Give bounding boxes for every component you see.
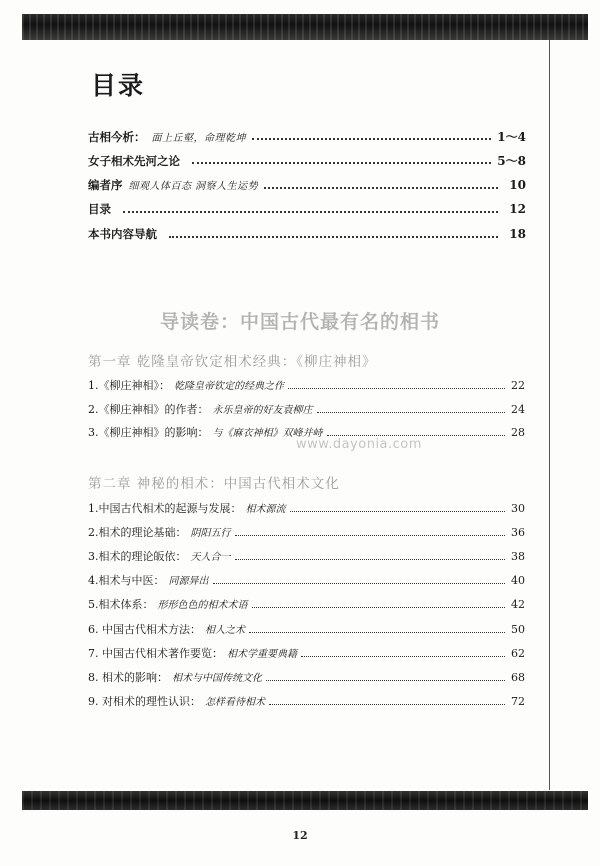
leader-dots xyxy=(301,656,505,657)
toc-row-title: 本书内容导航 xyxy=(88,227,157,241)
toc-entry-subtitle: 永乐皇帝的好友袁柳庄 xyxy=(212,405,313,416)
leader-dots xyxy=(317,412,506,413)
volume-heading: 导读卷：中国古代最有名的相书 xyxy=(159,311,440,333)
toc-entry-page: 28 xyxy=(511,426,525,439)
toc-entry-subtitle: 同源异出 xyxy=(168,576,209,587)
leader-dots xyxy=(269,704,505,705)
toc-row-subtitle: 面上丘壑，命理乾坤 xyxy=(151,133,246,144)
toc-entry-title: 6. 中国古代相术方法： xyxy=(88,623,201,636)
page-title: 目录 xyxy=(91,71,146,100)
toc-row-page: 18 xyxy=(509,227,526,241)
toc-entry-page: 62 xyxy=(511,647,525,660)
toc-entry-title: 7. 中国古代相术著作要览： xyxy=(88,647,223,660)
toc-entry-title: 2.《柳庄神相》的作者： xyxy=(88,403,209,416)
leader-dots xyxy=(290,511,506,512)
toc-row[interactable] xyxy=(88,226,526,244)
toc-entry[interactable] xyxy=(88,524,525,540)
leader-dots xyxy=(192,162,491,164)
toc-entry-subtitle: 相术学重要典籍 xyxy=(227,649,297,660)
toc-entry-subtitle: 相术源流 xyxy=(245,504,286,515)
toc-row[interactable] xyxy=(88,201,526,219)
leader-dots xyxy=(249,632,505,633)
toc-row-subtitle: 细观人体百态 洞察人生运势 xyxy=(128,181,259,192)
leader-dots xyxy=(264,187,498,189)
toc-entry[interactable] xyxy=(88,548,525,564)
toc-entry-subtitle: 乾隆皇帝钦定的经典之作 xyxy=(174,381,284,392)
toc-entry[interactable] xyxy=(88,596,525,612)
right-margin-rule xyxy=(549,40,550,790)
leader-dots xyxy=(213,583,506,584)
toc-entry-page: 30 xyxy=(511,502,525,515)
page-number: 12 xyxy=(292,829,308,842)
toc-row[interactable] xyxy=(88,128,526,146)
chapter-heading: 第一章 乾隆皇帝钦定相术经典：《柳庄神相》 xyxy=(88,354,377,370)
toc-entry-page: 38 xyxy=(511,550,525,563)
toc-entry[interactable] xyxy=(88,377,525,393)
watermark-text: www.dayonia.com xyxy=(296,437,422,452)
leader-dots xyxy=(252,138,491,140)
toc-entry-subtitle: 相人之术 xyxy=(205,625,245,636)
toc-entry[interactable] xyxy=(88,572,525,588)
toc-row-page: 10 xyxy=(509,178,526,192)
toc-row-page: 12 xyxy=(509,202,526,216)
toc-entry[interactable] xyxy=(88,621,525,637)
toc-entry-subtitle: 形形色色的相术术语 xyxy=(157,600,248,611)
toc-entry-page: 72 xyxy=(511,695,525,708)
leader-dots xyxy=(252,607,506,608)
toc-entry[interactable] xyxy=(88,401,525,417)
toc-row-title: 古相今析： xyxy=(88,130,146,144)
toc-entry-title: 5.相术体系： xyxy=(88,598,154,611)
leader-dots xyxy=(235,559,506,560)
leader-dots xyxy=(266,680,505,681)
toc-entry-title: 8. 相术的影响： xyxy=(88,671,168,684)
top-decorative-bar xyxy=(22,14,588,40)
toc-entry-page: 24 xyxy=(511,403,525,416)
bottom-decorative-bar xyxy=(22,791,588,810)
toc-entry-subtitle: 相术与中国传统文化 xyxy=(172,673,262,684)
toc-entry[interactable] xyxy=(88,693,525,709)
toc-row-title: 编者序 xyxy=(88,178,123,192)
toc-row-page: 5～8 xyxy=(497,154,526,168)
toc-entry-page: 22 xyxy=(511,379,525,392)
toc-row-title: 目录 xyxy=(88,202,111,216)
toc-entry-page: 36 xyxy=(511,526,525,539)
toc-entry-title: 2.相术的理论基础： xyxy=(88,526,187,539)
toc-entry-title: 1.中国古代相术的起源与发展： xyxy=(88,502,242,515)
toc-entry[interactable] xyxy=(88,645,525,661)
toc-entry-page: 50 xyxy=(511,623,525,636)
toc-entry-subtitle: 阴阳五行 xyxy=(190,528,231,539)
toc-entry-title: 4.相术与中医： xyxy=(88,574,165,587)
toc-entry-title: 3.相术的理论皈依： xyxy=(88,550,187,563)
leader-dots xyxy=(327,435,506,436)
toc-entry-title: 1.《柳庄神相》： xyxy=(88,379,170,392)
toc-entry-title: 9. 对相术的理性认识： xyxy=(88,695,201,708)
leader-dots xyxy=(288,388,505,389)
toc-row[interactable] xyxy=(88,177,526,195)
toc-row-page: 1～4 xyxy=(497,130,526,144)
toc-row[interactable] xyxy=(88,152,526,170)
toc-entry[interactable] xyxy=(88,500,525,516)
toc-entry-title: 3.《柳庄神相》的影响： xyxy=(88,426,209,439)
toc-entry-page: 68 xyxy=(511,671,525,684)
toc-entry[interactable] xyxy=(88,669,525,685)
toc-entry-page: 40 xyxy=(511,574,525,587)
toc-entry-subtitle: 怎样看待相术 xyxy=(205,697,265,708)
toc-entry-subtitle: 天人合一 xyxy=(190,552,231,563)
toc-row-title: 女子相术先河之论 xyxy=(88,154,180,168)
toc-entry-subtitle: 与《麻衣神相》双峰并峙 xyxy=(212,428,323,439)
chapter-heading: 第二章 神秘的相术：中国古代相术文化 xyxy=(88,476,340,492)
toc-entry-page: 42 xyxy=(511,598,525,611)
leader-dots xyxy=(169,236,498,238)
leader-dots xyxy=(235,535,506,536)
leader-dots xyxy=(123,211,498,213)
